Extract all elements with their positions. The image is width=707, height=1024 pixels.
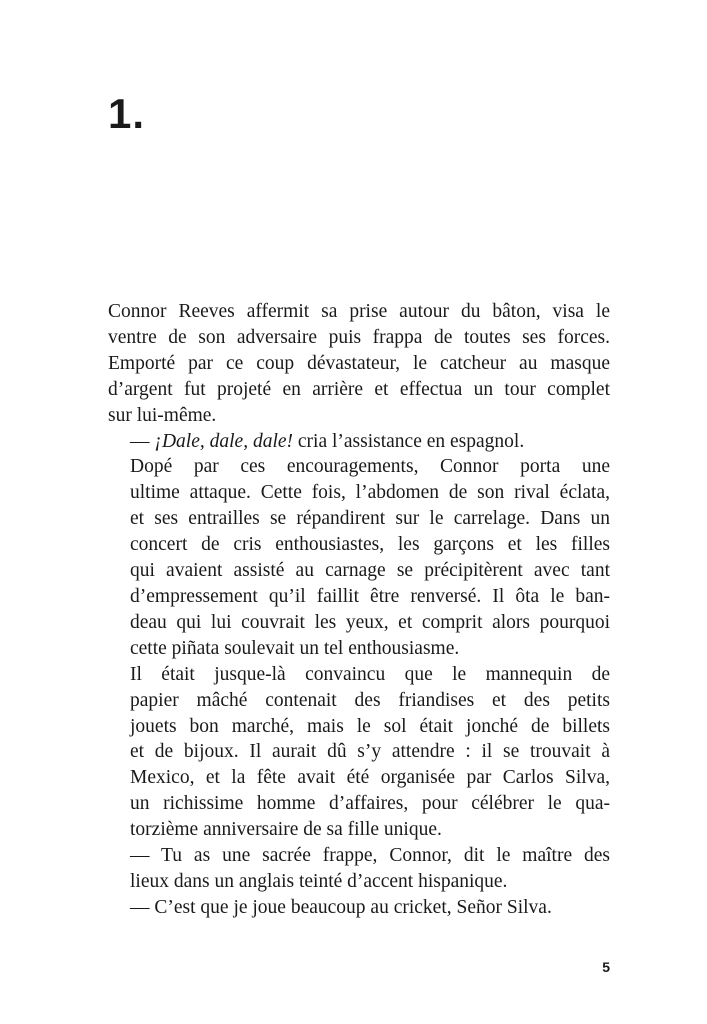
dialogue-dash: —	[130, 430, 155, 452]
text-line: cette piñata soulevait un tel enthousiasme.	[130, 637, 460, 659]
chapter-body	[108, 299, 610, 921]
dialogue-paragraph	[108, 843, 610, 895]
text-line: Dopé par ces encouragements, Connor porta une	[130, 456, 610, 478]
dialogue-paragraph	[108, 895, 610, 921]
text-line: jouets bon marché, mais le sol était jonché de billets	[130, 715, 610, 737]
paragraph	[108, 299, 610, 429]
text-line: et de bijoux. Il aurait dû s’y attendre : il se trouvait à	[130, 741, 610, 763]
dialogue-paragraph	[108, 429, 610, 455]
text-line: sur lui-même.	[108, 404, 217, 426]
text-line: — C’est que je joue beaucoup au cricket, Señor Silva.	[130, 896, 552, 918]
text-line: et ses entrailles se répandirent sur le carrelage. Dans un	[130, 508, 610, 530]
text-line: Emporté par ce coup dévastateur, le catcheur au masque	[108, 352, 610, 374]
text-line: papier mâché contenait des friandises et des petits	[130, 689, 610, 711]
text-line: — Tu as une sacrée frappe, Connor, dit le maître des	[130, 845, 610, 867]
text-line: d’empressement qu’il faillit être renversé. Il ôta le ban-	[130, 585, 610, 607]
text-line: torzième anniversaire de sa fille unique.	[130, 819, 442, 841]
text-line: Il était jusque-là convaincu que le mannequin de	[130, 663, 610, 685]
text-line: un richissime homme d’affaires, pour célébrer le qua-	[130, 793, 610, 815]
dialogue-text: cria l’assistance en espagnol.	[293, 430, 525, 452]
text-line: deau qui lui couvrait les yeux, et comprit alors pourquoi	[130, 611, 610, 633]
italic-exclamation: ¡Dale, dale, dale!	[154, 430, 294, 452]
paragraph	[108, 662, 610, 843]
text-line: lieux dans un anglais teinté d’accent hispanique.	[130, 870, 508, 892]
text-line: Connor Reeves affermit sa prise autour du bâton, visa le	[108, 301, 610, 322]
chapter-number: 1.	[108, 90, 146, 137]
text-line: Mexico, et la fête avait été organisée par Carlos Silva,	[130, 767, 610, 789]
paragraph	[108, 454, 610, 661]
text-line: d’argent fut projeté en arrière et effectua un tour complet	[108, 378, 610, 400]
page-number: 5	[602, 959, 610, 975]
text-line: concert de cris enthousiastes, les garçons et les filles	[130, 534, 610, 556]
text-line: qui avaient assisté au carnage se précipitèrent avec tant	[130, 560, 610, 582]
text-line: ventre de son adversaire puis frappa de toutes ses forces.	[108, 326, 610, 348]
text-line: ultime attaque. Cette fois, l’abdomen de son rival éclata,	[130, 482, 610, 504]
